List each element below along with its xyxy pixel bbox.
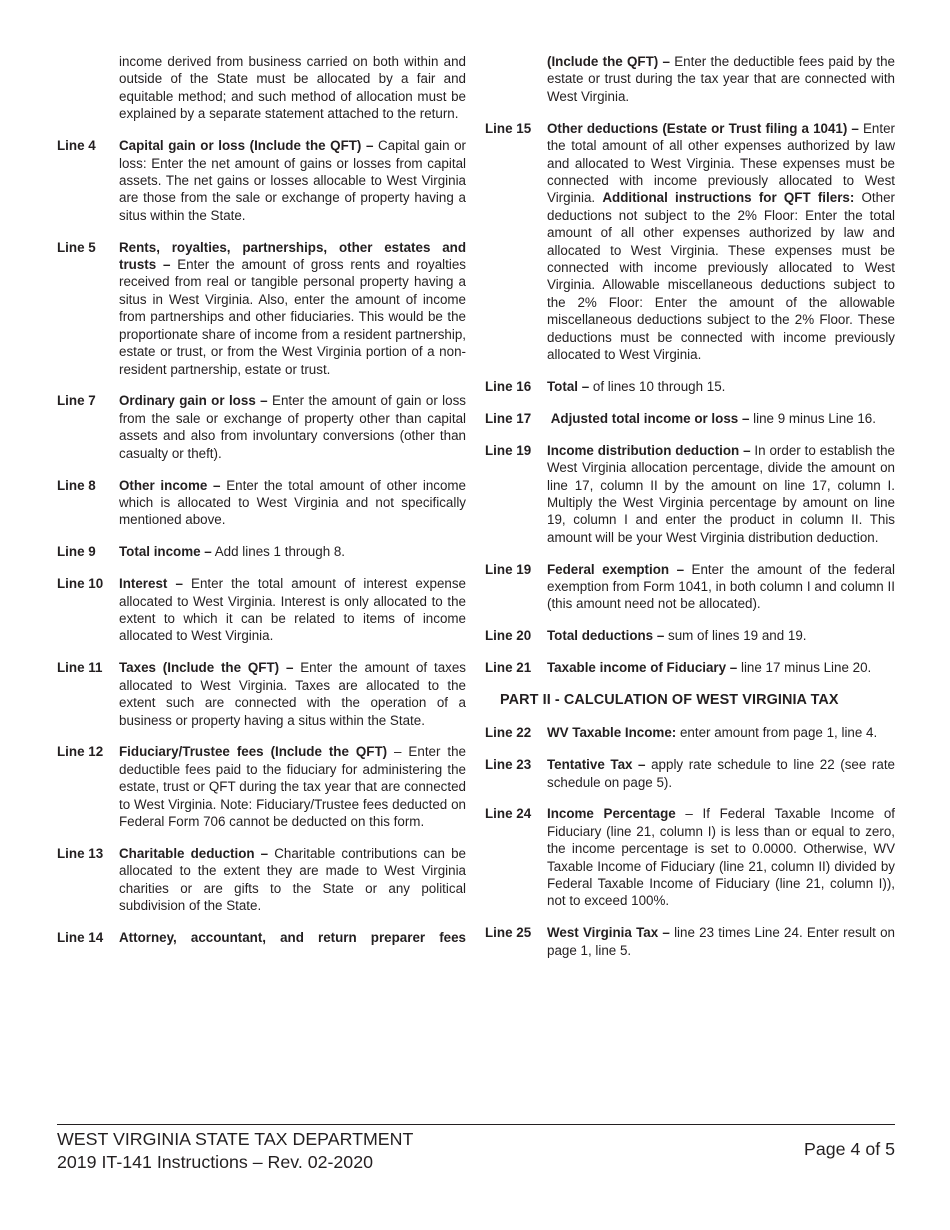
line-text [547, 724, 895, 741]
line-heading: Ordinary gain or loss – [119, 393, 268, 409]
line-heading: Other deductions (Estate or Trust filing a 1041) – [547, 120, 859, 136]
line-body: Charitable contributions can be allocated to the extent they are made to West Virginia charities or are gifts to the State or any political subdivision of the State. [119, 845, 467, 914]
line-body: Enter the amount of gross rents and royalties received from real or tangible personal property having a situs in West Virginia. Also, enter the amount of income from partnerships and other fiduciaries. This would be the proportionate share of income from a resident partnership, estate or trust, or from the West Virginia portion of a non-resident partnership, estate or trust. [119, 257, 466, 377]
line-label: Line 5 [57, 239, 96, 255]
line-body: of lines 10 through 15. [589, 378, 726, 394]
instruction-line-7 [57, 392, 466, 462]
line-label: Line 7 [57, 393, 96, 409]
line-label: Line 24 [485, 806, 532, 822]
line-heading: Attorney, accountant, and return preparer fees [119, 930, 466, 946]
line-heading: Taxes (Include the QFT) – [119, 660, 294, 676]
line-text [547, 805, 895, 909]
line-label: Line 17 [485, 410, 532, 426]
line-text [119, 929, 466, 946]
instruction-line-20 [485, 627, 895, 644]
line-body: Enter the amount of taxes allocated to West Virginia. Taxes are allocated to the extent such are connected with the operation of a business or property having a situs within the State. [119, 660, 466, 728]
line-text [119, 392, 466, 462]
line-heading: WV Taxable Income: [547, 725, 677, 741]
line-14-continuation [547, 53, 895, 105]
line-body: – If Federal Taxable Income of Fiduciary (line 21, column I) is less than or equal to zero, the income percentage is set to 0.0000. Otherwise, WV Taxable Income of Fiduciary (line 21, column II) divided by Federal Taxable Income of Fiduciary (line 21, column I)), not to exceed 100%. [547, 806, 895, 909]
line-label: Line 21 [485, 660, 532, 676]
line-heading: Total income – [119, 544, 212, 560]
line-text [119, 543, 466, 560]
line-text [119, 575, 466, 645]
instruction-line-16 [485, 378, 895, 395]
line-text [119, 477, 466, 529]
right-column [485, 53, 895, 974]
line-heading: Income Percentage [547, 806, 676, 822]
line-label: Line 25 [485, 925, 532, 941]
line-label: Line 11 [57, 660, 103, 676]
line-heading: Adjusted total income or loss – [547, 410, 750, 426]
instruction-line-11 [57, 659, 466, 729]
line-text [119, 239, 466, 378]
line-label: Line 9 [57, 544, 96, 560]
line-body: Enter the total amount of interest expense allocated to West Virginia. Interest is only allocated to the extent to which it can be related to items of income allocated to West Virginia. [119, 576, 467, 644]
line-label: Line 19 [485, 442, 532, 458]
line-body: Enter the amount of the federal exemption from Form 1041, in both column I and column II (this amount need not be allocated). [547, 561, 895, 612]
instruction-line-19-distribution [485, 442, 895, 546]
instruction-line-21 [485, 659, 895, 676]
instruction-line-8 [57, 477, 466, 529]
part-ii-heading: PART II - CALCULATION OF WEST VIRGINIA TAX [500, 692, 839, 709]
line-heading: Charitable deduction – [119, 845, 269, 861]
line-heading: Taxable income of Fiduciary – [547, 660, 738, 676]
line-heading: Income distribution deduction – [547, 442, 751, 458]
instruction-line-22 [485, 724, 895, 741]
instruction-line-23 [485, 756, 895, 791]
line-label: Line 12 [57, 744, 104, 760]
intro-paragraph: income derived from business carried on both within and outside of the State must be allocated by a fair and equitable method; and such method of allocation must be explained by a separate statement attached to the return. [119, 54, 466, 122]
line-text [119, 743, 466, 830]
line-heading: Federal exemption – [547, 561, 685, 577]
line-text [547, 924, 895, 959]
line-text [119, 137, 466, 224]
line-text [119, 845, 466, 915]
line-heading: Capital gain or loss (Include the QFT) – [119, 138, 374, 154]
line-text [547, 756, 895, 791]
line-heading: (Include the QFT) – [547, 54, 670, 69]
line-body: In order to establish the West Virginia allocation percentage, divide the amount on line 17, column II by the amount on line 17, column I. Multiply the West Virginia percentage by amount on line 19, column I and enter the product in column II. This amount will be your West Virginia distribution deduction. [547, 442, 895, 545]
line-heading: Total deductions – [547, 628, 665, 644]
line-label: Line 4 [57, 138, 96, 154]
line-heading: Fiduciary/Trustee fees (Include the QFT) [119, 744, 388, 760]
footer-agency-info [57, 1128, 413, 1173]
line-body: – Enter the deductible fees paid to the fiduciary for administering the estate, trust or QFT during the tax year that are connected to West Virginia. Note: Fiduciary/Trustee fees deducted on Federal Form 706 cannot be deducted on this form. [119, 744, 466, 830]
footer-divider [57, 1124, 895, 1125]
line-body: sum of lines 19 and 19. [664, 628, 807, 644]
instruction-line-24 [485, 805, 895, 909]
qft-instructions-heading: Additional instructions for QFT filers: [602, 190, 855, 206]
line-body: Add lines 1 through 8. [211, 544, 346, 560]
instruction-line-12 [57, 743, 466, 830]
line-text [547, 410, 895, 427]
instruction-line-5 [57, 239, 466, 378]
line-heading: Tentative Tax – [547, 757, 646, 773]
instruction-line-9 [57, 543, 466, 560]
footer-department: WEST VIRGINIA STATE TAX DEPARTMENT [57, 1129, 414, 1149]
line-body: enter amount from page 1, line 4. [676, 725, 878, 741]
instruction-line-15 [485, 120, 895, 364]
line-text [547, 378, 895, 395]
line-label: Line 8 [57, 477, 96, 493]
line-body: Enter the total amount of all other expenses authorized by law and allocated to West Virginia. These expenses must be connected with income previously allocated to West Virginia. [547, 120, 896, 206]
line-heading: Total – [547, 378, 590, 394]
line-label: Line 22 [485, 725, 532, 741]
line-body: line 23 times Line 24. Enter result on page 1, line 5. [547, 925, 895, 958]
line-label: Line 10 [57, 576, 104, 592]
line-heading: West Virginia Tax – [547, 925, 670, 941]
line-body: line 17 minus Line 20. [737, 660, 872, 676]
instruction-line-25 [485, 924, 895, 959]
line-label: Line 19 [485, 561, 532, 577]
footer-form-title: 2019 IT-141 Instructions – Rev. 02-2020 [57, 1151, 373, 1172]
line-body: apply rate schedule to line 22 (see rate schedule on page 5). [547, 757, 895, 790]
instruction-line-10 [57, 575, 466, 645]
line-label: Line 13 [57, 845, 104, 861]
line-body: Enter the total amount of other income which is allocated to West Virginia and not specifically mentioned above. [119, 477, 467, 528]
line-label: Line 20 [485, 628, 532, 644]
line-heading: Rents, royalties, partnerships, other estates and trusts – [119, 239, 466, 273]
line-label: Line 14 [57, 930, 104, 946]
left-column [57, 53, 466, 961]
line-text [547, 120, 895, 364]
instruction-line-14 [57, 929, 466, 946]
page-number: Page 4 of 5 [804, 1139, 895, 1159]
line-label: Line 16 [485, 378, 532, 394]
instruction-line-4 [57, 137, 466, 224]
line-text [547, 659, 895, 676]
line-heading: Interest – [119, 576, 183, 592]
line-heading: Other income – [119, 477, 221, 493]
line-label: Line 23 [485, 757, 532, 773]
line-text [547, 627, 895, 644]
instruction-line-19-exemption [485, 561, 895, 613]
line-body: Enter the amount of gain or loss from the sale or exchange of property other than capital assets and also from involuntary conversions (other than casualty or theft). [119, 393, 466, 461]
line-body: line 9 minus Line 16. [749, 410, 876, 426]
line-body: Enter the deductible fees paid by the estate or trust during the tax year that are connected with West Virginia. [547, 54, 895, 104]
line-label: Line 15 [485, 120, 532, 136]
instruction-line-17 [485, 410, 895, 427]
line-text [119, 659, 466, 729]
qft-instructions-body: Other deductions not subject to the 2% Floor: Enter the total amount of all other expenses authorized by law and allocated to West Virginia. These expenses must be connected with income previously allocated to West Virginia. Allowable miscellaneous deductions subject to the 2% Floor: Enter the amount of the allowable miscellaneous deductions subject to the 2% Floor. These deductions must be connected with income previously allocated to West Virginia. [547, 190, 895, 362]
line-text [547, 442, 895, 546]
instruction-line-13 [57, 845, 466, 915]
line-text [547, 561, 895, 613]
line-body: Capital gain or loss: Enter the net amount of gains or losses from capital assets. The net gains or losses allocable to West Virginia are those from the sale or exchange of property having a situs within the State. [119, 138, 466, 223]
